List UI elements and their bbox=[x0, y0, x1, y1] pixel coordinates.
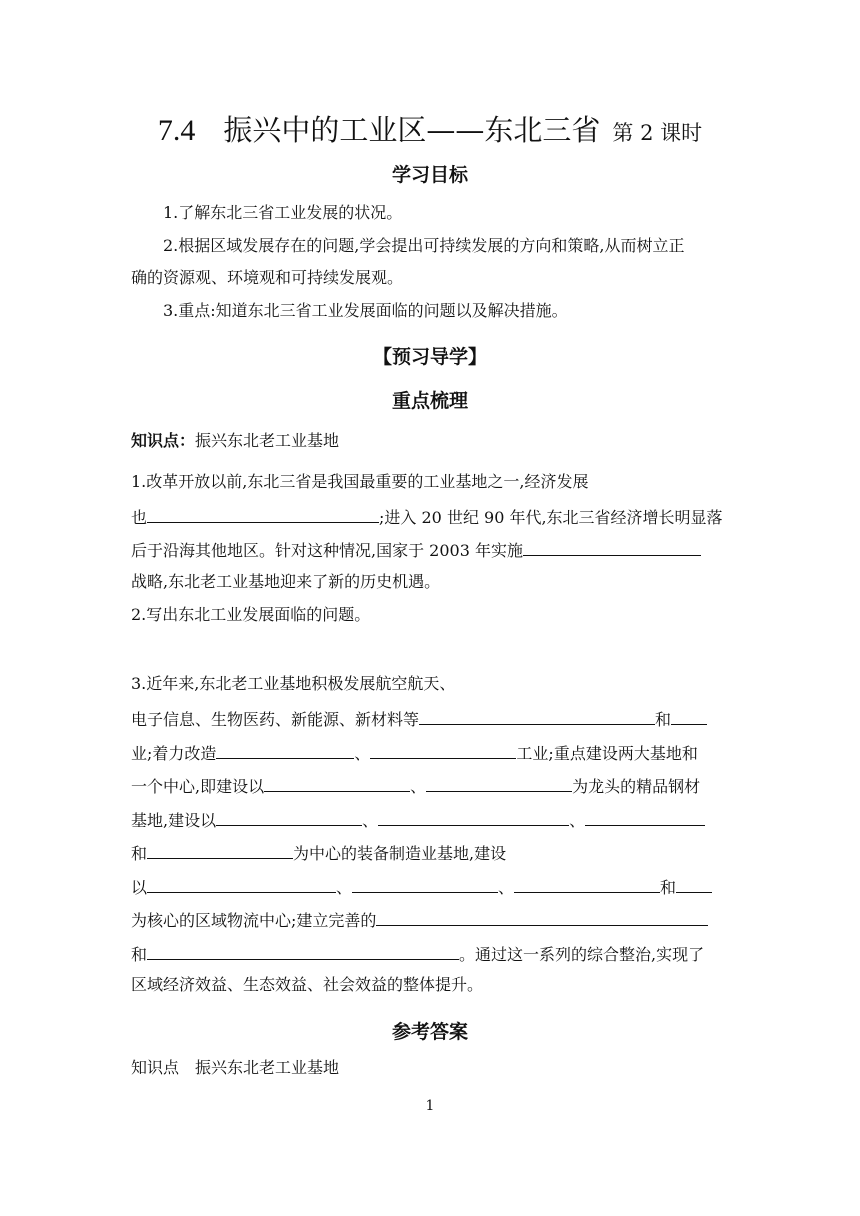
answer-blank[interactable] bbox=[352, 875, 498, 893]
text-fragment: 、 bbox=[410, 777, 427, 796]
text-fragment: 为龙头的精品钢材 bbox=[572, 777, 701, 796]
key-points-heading: 重点梳理 bbox=[391, 390, 468, 412]
text-fragment: 和 bbox=[655, 710, 672, 729]
answer-blank[interactable] bbox=[216, 808, 362, 826]
text-fragment: 、 bbox=[498, 878, 515, 897]
question-1-line-2 bbox=[131, 505, 723, 528]
text-fragment: 。通过这一系列的综合整治,实现了 bbox=[459, 945, 705, 964]
question-3-line-4 bbox=[131, 774, 700, 797]
text-fragment: ;进入 20 世纪 90 年代,东北三省经济增长明显落 bbox=[379, 508, 723, 527]
answer-blank[interactable] bbox=[370, 741, 516, 759]
answer-blank[interactable] bbox=[585, 808, 705, 826]
question-3-line-8 bbox=[131, 908, 708, 931]
answer-blank[interactable] bbox=[426, 774, 572, 792]
text-fragment: 为中心的装备制造业基地,建设 bbox=[293, 844, 507, 863]
question-3-line-10: 区域经济效益、生态效益、社会效益的整体提升。 bbox=[131, 975, 484, 994]
text-fragment: 电子信息、生物医药、新能源、新材料等 bbox=[131, 710, 420, 729]
question-3-line-3 bbox=[131, 741, 698, 764]
lesson-number: 7.4 bbox=[157, 114, 196, 147]
text-fragment: 、 bbox=[362, 811, 379, 830]
text-fragment: 和 bbox=[131, 945, 148, 964]
answer-blank[interactable] bbox=[378, 808, 569, 826]
question-3-line-1: 3.近年来,东北老工业基地积极发展航空航天、 bbox=[131, 674, 456, 693]
question-1-line-3 bbox=[131, 538, 701, 561]
lesson-title: 振兴中的工业区——东北三省 bbox=[223, 113, 601, 147]
text-fragment: 以 bbox=[131, 878, 148, 897]
answer-blank[interactable] bbox=[676, 875, 712, 893]
answer-blank[interactable] bbox=[514, 875, 660, 893]
answer-blank[interactable] bbox=[671, 707, 707, 725]
answer-blank[interactable] bbox=[147, 841, 293, 859]
knowledge-topic: 振兴东北老工业基地 bbox=[195, 431, 340, 450]
text-fragment: 为核心的区域物流中心;建立完善的 bbox=[131, 911, 377, 930]
knowledge-label: 知识点： bbox=[131, 431, 196, 450]
answers-line-1: 知识点 振兴东北老工业基地 bbox=[131, 1058, 340, 1077]
answer-blank[interactable] bbox=[147, 942, 459, 960]
text-fragment: 也 bbox=[131, 508, 148, 527]
page-title bbox=[0, 108, 860, 149]
answer-blank[interactable] bbox=[147, 875, 336, 893]
text-fragment: 和 bbox=[660, 878, 677, 897]
text-fragment: 和 bbox=[131, 844, 148, 863]
objectives-heading: 学习目标 bbox=[391, 164, 468, 186]
answer-blank[interactable] bbox=[264, 774, 410, 792]
lesson-period: 第 2 课时 bbox=[612, 121, 703, 145]
text-fragment: 工业;重点建设两大基地和 bbox=[516, 744, 698, 763]
question-3-line-9 bbox=[131, 942, 704, 965]
answer-blank[interactable] bbox=[419, 707, 655, 725]
text-fragment: 一个中心,即建设以 bbox=[131, 777, 265, 796]
answer-blank[interactable] bbox=[376, 908, 708, 926]
objective-1: 1.了解东北三省工业发展的状况。 bbox=[163, 203, 403, 222]
text-fragment: 、 bbox=[569, 811, 586, 830]
question-2: 2.写出东北工业发展面临的问题。 bbox=[131, 605, 371, 624]
question-3-line-7 bbox=[131, 875, 712, 898]
text-fragment: 、 bbox=[354, 744, 371, 763]
page-number: 1 bbox=[425, 1098, 435, 1114]
objective-2-line-2: 确的资源观、环境观和可持续发展观。 bbox=[131, 268, 404, 287]
answer-blank[interactable] bbox=[523, 538, 701, 556]
answer-blank[interactable] bbox=[216, 741, 354, 759]
text-fragment: 基地,建设以 bbox=[131, 811, 217, 830]
question-3-line-2 bbox=[131, 707, 707, 730]
text-fragment: 、 bbox=[336, 878, 353, 897]
knowledge-point bbox=[131, 431, 339, 451]
answer-blank[interactable] bbox=[147, 505, 379, 523]
text-fragment: 后于沿海其他地区。针对这种情况,国家于 2003 年实施 bbox=[131, 541, 523, 560]
objective-3: 3.重点:知道东北三省工业发展面临的问题以及解决措施。 bbox=[163, 301, 568, 320]
question-1-line-4: 战略,东北老工业基地迎来了新的历史机遇。 bbox=[131, 572, 441, 591]
question-3-line-5 bbox=[131, 808, 705, 831]
objective-2-line-1: 2.根据区域发展存在的问题,学会提出可持续发展的方向和策略,从而树立正 bbox=[163, 236, 685, 255]
text-fragment: 业;着力改造 bbox=[131, 744, 217, 763]
answers-heading: 参考答案 bbox=[391, 1021, 468, 1043]
preview-heading: 【预习导学】 bbox=[372, 346, 487, 368]
question-3-line-6 bbox=[131, 841, 506, 864]
question-1-line-1: 1.改革开放以前,东北三省是我国最重要的工业基地之一,经济发展 bbox=[131, 472, 589, 491]
